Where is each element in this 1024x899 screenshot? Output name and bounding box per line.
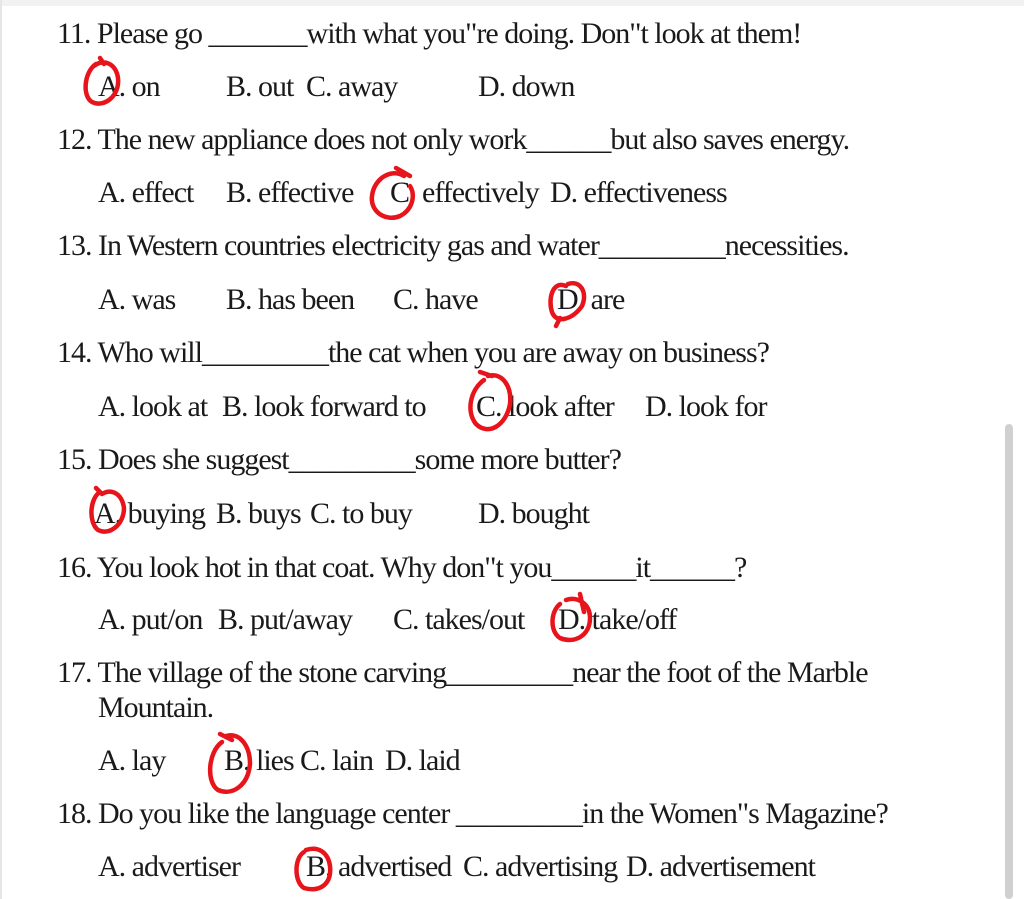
q13-option-a: A. was <box>98 283 176 316</box>
viewer-left-edge <box>0 0 2 899</box>
question-17-stem: 17. The village of the stone carving_________near the foot of the Marble <box>57 656 868 689</box>
q13-option-c: C. have <box>393 283 478 316</box>
q14-option-c: C. look after <box>476 390 614 423</box>
q17-option-b: B. lies <box>224 744 294 777</box>
q15-option-d: D. bought <box>478 497 589 530</box>
question-15-stem: 15. Does she suggest_________some more butter? <box>57 443 621 476</box>
q16-option-c: C. takes/out <box>393 603 525 636</box>
q16-option-b: B. put/away <box>218 603 352 636</box>
q11-option-a: A. on <box>98 70 160 103</box>
q16-option-d: D. take/off <box>558 603 677 636</box>
q13-option-b: B. has been <box>226 283 355 316</box>
q12-option-d: D. effectiveness <box>550 176 727 209</box>
q15-option-a: A. buying <box>94 497 205 530</box>
q12-option-b: B. effective <box>226 176 354 209</box>
question-17-stem-continued: Mountain. <box>98 691 214 724</box>
q14-option-b: B. look forward to <box>222 390 426 423</box>
q18-option-a: A. advertiser <box>98 850 240 883</box>
q12-option-a: A. effect <box>98 176 194 209</box>
q13-option-d: D. are <box>557 283 625 316</box>
question-13-stem: 13. In Western countries electricity gas and water_________necessities. <box>57 229 849 262</box>
q14-option-a: A. look at <box>98 390 208 423</box>
question-12-stem: 12. The new appliance does not only work______but also saves energy. <box>57 123 850 156</box>
q18-option-d: D. advertisement <box>626 850 815 883</box>
q17-option-a: A. lay <box>98 744 166 777</box>
question-18-stem: 18. Do you like the language center _________in the Women"s Magazine? <box>57 797 888 830</box>
question-14-stem: 14. Who will_________the cat when you are away on business? <box>57 336 769 369</box>
vertical-scrollbar[interactable] <box>1005 424 1013 899</box>
q15-option-c: C. to buy <box>310 497 412 530</box>
q11-option-b: B. out <box>226 70 294 103</box>
q15-option-b: B. buys <box>216 497 301 530</box>
q17-option-d: D. laid <box>385 744 460 777</box>
q17-option-c: C. lain <box>300 744 373 777</box>
q11-option-d: D. down <box>478 70 575 103</box>
question-11-stem: 11. Please go _______with what you"re doing. Don"t look at them! <box>57 17 802 50</box>
q14-option-d: D. look for <box>645 390 767 423</box>
q16-option-a: A. put/on <box>98 603 203 636</box>
viewer-top-bar <box>0 0 1024 6</box>
q12-option-c: C. effectively <box>390 176 539 209</box>
q11-option-c: C. away <box>306 70 398 103</box>
q18-option-b: B. advertised <box>306 850 452 883</box>
q18-option-c: C. advertising <box>463 850 618 883</box>
question-16-stem: 16. You look hot in that coat. Why don"t you______it______? <box>57 551 747 584</box>
